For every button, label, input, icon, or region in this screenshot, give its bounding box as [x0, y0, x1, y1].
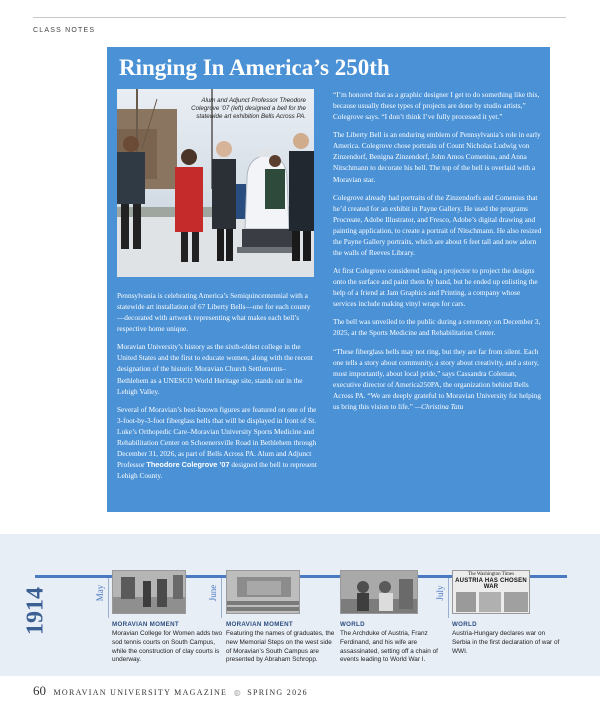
- timeline-text: The Archduke of Austria, Franz Ferdinand, and his wife are assassinated, setting off a chain of events leading to World War I.: [340, 630, 438, 664]
- paragraph: “I’m honored that as a graphic designer I get to do something like this, because usually these types of projects are done by studio artists,” Colegrove says. “I don’t think I’ve fully processed it yet.”: [333, 90, 540, 122]
- paragraph: The Liberty Bell is an enduring emblem of Pennsylvania’s role in early America. Colegrove chose portraits of Count Nicholas Ludwig von Zinzendorf, Benigna Zinzendorf, John Amos Comenius, and Anna Nitschmann to decorate his bell. The top of the bell is overlaid with a Moravian star.: [333, 130, 541, 184]
- issue-label: SPRING 2026: [247, 688, 308, 697]
- timeline-month-july: [433, 578, 447, 608]
- timeline-month-june: [206, 578, 220, 608]
- paragraph: [117, 404, 317, 482]
- top-rule: [33, 17, 566, 18]
- timeline-year-text: 1914: [22, 587, 49, 635]
- month-label: June: [208, 584, 218, 602]
- feature-photo: [117, 89, 314, 277]
- timeline-category: MORAVIAN MOMENT: [226, 621, 293, 628]
- alum-name: Theodore Colegrove ’07: [146, 460, 230, 470]
- paragraph: The bell was unveiled to the public during a ceremony on December 3, 2025, at the Sports Medicine and Rehabilitation Center.: [333, 317, 541, 338]
- timeline-item: [340, 621, 445, 665]
- steps-photo-illustration: [227, 571, 300, 614]
- paragraph-text: Several of Moravian’s best-known figures are featured on one of the 3-foot-by-3-foot fiberglass bells that will be displayed in front of St. Luke’s Orthopedic Care–Moravian University Sports Medicine and Rehabilitation Center on Schoenersville Road in Bethlehem through December 31, 2026, as part of Bells Across PA. Alum and Adjunct Professor: [117, 404, 317, 470]
- photo-caption: Alum and Adjunct Professor Theodore Colegrove ’07 (left) designed a bell for the statewide art exhibition Bells Across PA.: [191, 97, 306, 121]
- newspaper-clipping: [452, 570, 530, 614]
- paragraph-text: designed the bell to represent Lehigh County.: [117, 460, 317, 481]
- timeline-month-may: [93, 578, 107, 608]
- archduke-photo: [340, 570, 418, 614]
- feature-article: [107, 47, 550, 512]
- feature-title: Ringing In America’s 250th: [119, 55, 390, 80]
- tennis-photo-illustration: [113, 571, 186, 614]
- timeline-category: WORLD: [452, 621, 477, 628]
- paragraph: Pennsylvania is celebrating America’s Semiquincentennial with a statewide art installation of 67 Liberty Bells—one for each county—decorated with artwork representing what makes each bell’s respective home unique.: [117, 291, 311, 334]
- timeline-item: [112, 621, 224, 665]
- paragraph-text: “These fiberglass bells may not ring, but they are far from silent. Each one tells a story about community, a story about creativity, and a story, most importantly, about local pride,” says Cassandra Coleman, executive director of America250PA, the organization behind Bells Across PA. “We are deeply grateful to Moravian University for helping us bring this vision to life.”: [333, 346, 542, 411]
- page-footer: [33, 683, 308, 699]
- timeline-text: Featuring the names of graduates, the new Memorial Steps on the west side of Moravian’s South Campus are presented by Abraham Schropp.: [226, 630, 335, 664]
- timeline-tick: [108, 578, 109, 618]
- page-number: 60: [33, 683, 46, 698]
- tennis-court-photo: [112, 570, 186, 614]
- newspaper-headline: AUSTRIA HAS CHOSEN WAR: [455, 578, 527, 590]
- byline: —Christina Tatu: [414, 401, 464, 411]
- paragraph: Moravian University’s history as the sixth-oldest college in the United States and the first to educate women, along with the recent designation of the historic Moravian Church Settlements–Bethlehem as a UNESCO World Heritage site, stands out in the Lehigh Valley.: [117, 342, 313, 396]
- section-label: CLASS NOTES: [33, 27, 96, 34]
- separator-icon: ◍: [233, 688, 241, 697]
- paragraph: At first Colegrove considered using a projector to project the designs onto the surface and paint them by hand, but he ended up enlisting the help of a friend at Jam Graphics and Printing, a company whose services include making vinyl wraps for cars.: [333, 266, 538, 309]
- paragraph: Colegrove already had portraits of the Zinzendorfs and Comenius that he’d created for an exhibit in Payne Gallery. He used the programs Procreate, Adobe Illustrator, and Fresco, Adobe’s digital drawing and painting application, to create a portrait of Nitschmann. He also resized the Payne Gallery portraits, which are about 6 feet tall and now adorn the walls of Reeves Library.: [333, 192, 542, 258]
- article-right-column: [333, 89, 543, 419]
- timeline-text: Moravian College for Women adds two sod tennis courts on South Campus, while the construction of clay courts is underway.: [112, 630, 222, 664]
- newspaper-masthead: The Washington Times: [467, 572, 515, 577]
- timeline-text: Austria-Hungary declares war on Serbia in the first declaration of war of WWI.: [452, 630, 560, 655]
- timeline-category: WORLD: [340, 621, 365, 628]
- article-left-column: [117, 290, 317, 488]
- month-label: May: [95, 584, 105, 602]
- paragraph: [333, 346, 543, 412]
- archduke-photo-illustration: [341, 571, 418, 614]
- timeline-item: [226, 621, 338, 665]
- timeline-tick: [221, 578, 222, 618]
- timeline-item: [452, 621, 562, 656]
- timeline-tick: [448, 578, 449, 618]
- month-label: July: [435, 585, 445, 601]
- timeline-year: [22, 586, 49, 636]
- timeline-category: MORAVIAN MOMENT: [112, 621, 179, 628]
- memorial-steps-photo: [226, 570, 300, 614]
- newspaper-columns-illustration: [453, 590, 530, 614]
- magazine-name: MORAVIAN UNIVERSITY MAGAZINE: [53, 688, 228, 697]
